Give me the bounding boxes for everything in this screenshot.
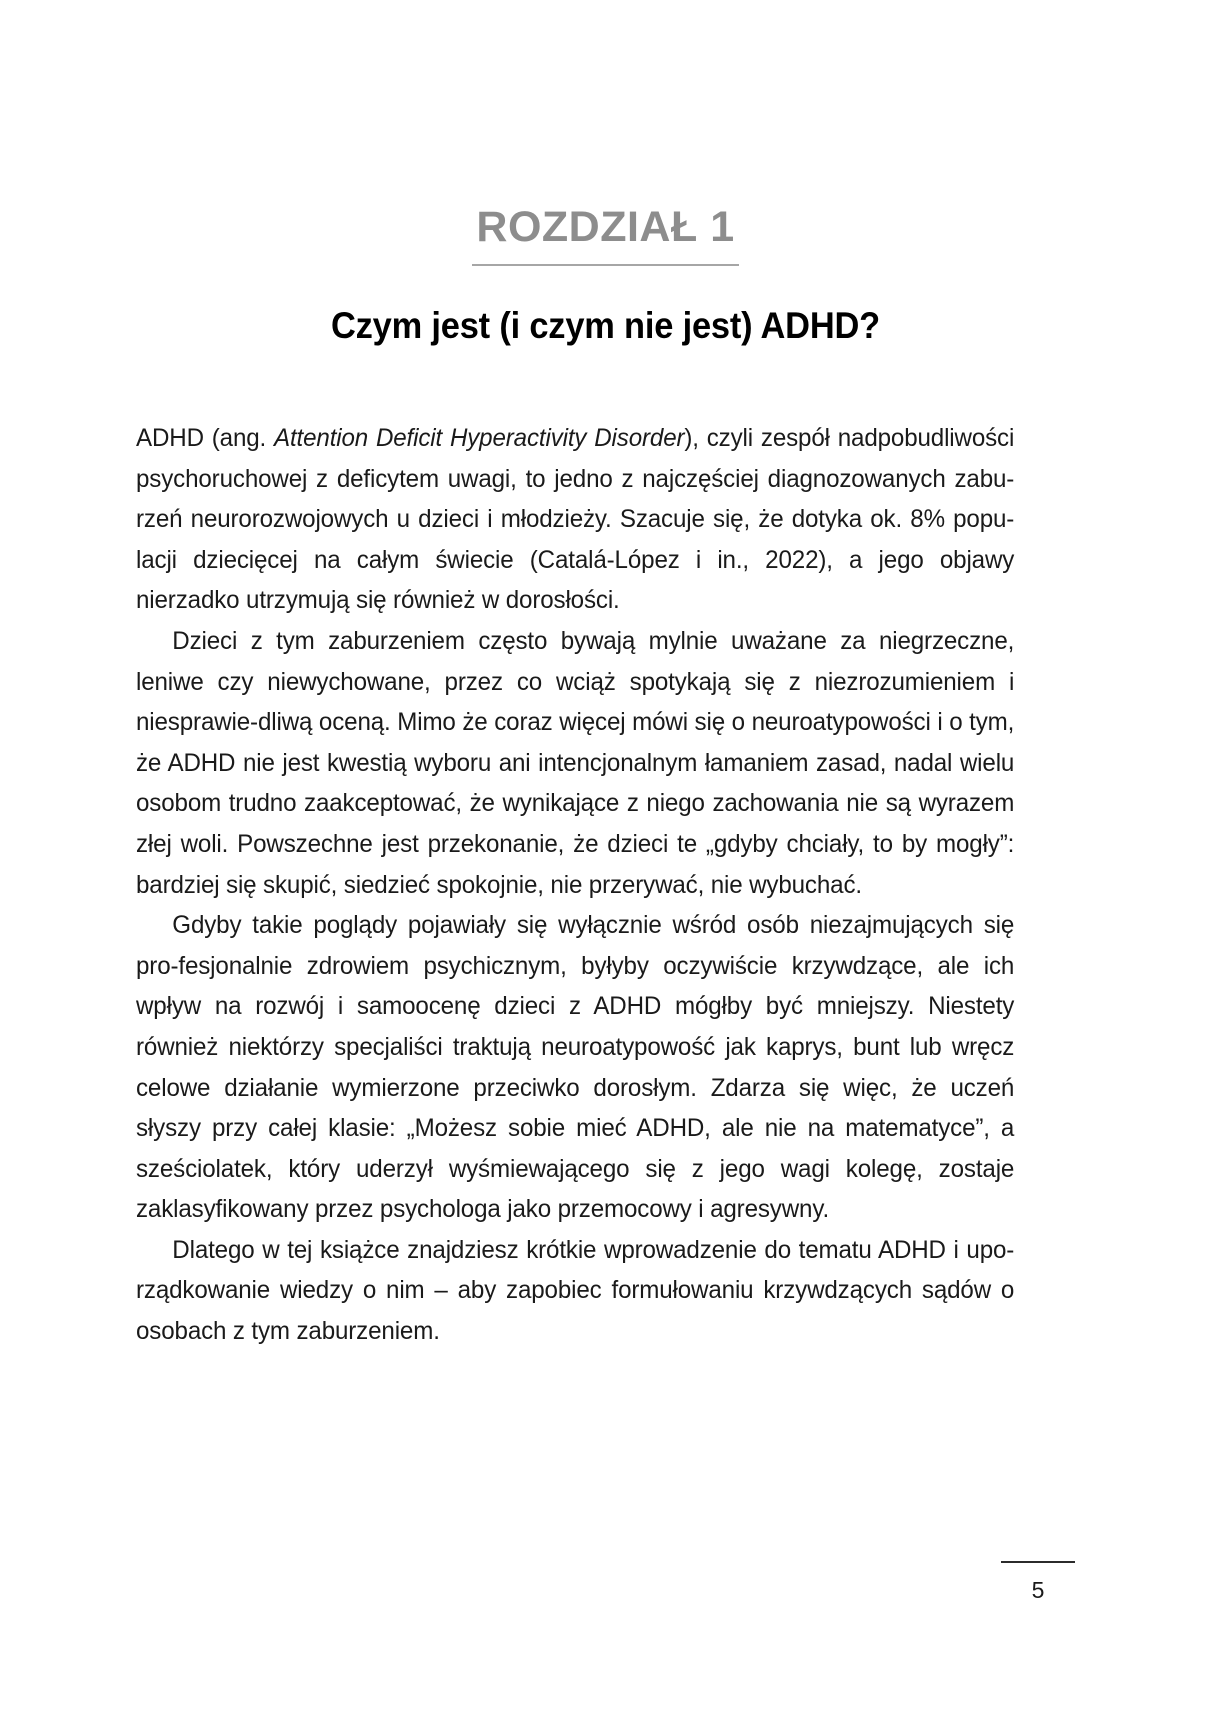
paragraph-3: Gdyby takie poglądy pojawiały się wyłącznie wśród osób niezajmujących się pro-fesjonalnie zdrowiem psychicznym, byłyby oczywiście krzywdzące, ale ich wpływ na rozwój i samoocenę dzieci z ADHD mógłby być mniejszy. Niestety również niektórzy specjaliści traktują neuroatypowość jak kaprys, bunt lub wręcz celowe działanie wymierzone przeciwko dorosłym. Zdarza się więc, że uczeń słyszy przy całej klasie: „Możesz sobie mieć ADHD, ale nie na matematyce”, a sześciolatek, który uderzył wyśmiewającego się z jego wagi kolegę, zostaje zaklasyfikowany przez psychologa jako przemocowy i agresywny.	[136, 911, 1015, 1224]
page-number: 5	[1031, 1577, 1045, 1603]
body-text-column	[136, 418, 1016, 1352]
paragraph-4: Dlatego w tej książce znajdziesz krótkie wprowadzenie do tematu ADHD i upo-rządkowanie wiedzy o nim – aby zapobiec formułowaniu krzywdzących sądów o osobach z tym zaburzeniem.	[136, 1235, 1015, 1346]
chapter-heading-block	[0, 205, 1211, 266]
page-title: Czym jest (i czym nie jest) ADHD?	[330, 305, 881, 346]
english-term-italic: Attention Deficit Hyperactivity Disorder	[273, 424, 685, 452]
paragraph-1-rest: ), czyli zespół nadpobudliwości psychoruchowej z deficytem uwagi, to jedno z najczęściej diagnozowanych zabu-rzeń neurorozwojowych u dzieci i młodzieży. Szacuje się, że dotyka ok. 8% popu-lacji dziecięcej na całym świecie (Catalá-López i in., 2022), a jego objawy nierzadko utrzymują się również w dorosłości.	[136, 424, 1015, 615]
paragraph-1-lead: ADHD (ang.	[136, 424, 274, 452]
chapter-label: ROZDZIAŁ 1	[472, 205, 738, 266]
paragraph-2: Dzieci z tym zaburzeniem często bywają mylnie uważane za niegrzeczne, leniwe czy niewychowane, przez co wciąż spotykają się z niezrozumieniem i niesprawie-dliwą oceną. Mimo że coraz więcej mówi się o neuroatypowości i o tym, że ADHD nie jest kwestią wyboru ani intencjonalnym łamaniem zasad, nadal wielu osobom trudno zaakceptować, że wynikające z niego zachowania nie są wyrazem złej woli. Powszechne jest przekonanie, że dzieci te „gdyby chciały, to by mogły”: bardziej się skupić, siedzieć spokojnie, nie przerywać, nie wybuchać.	[136, 626, 1015, 899]
page-footer	[1001, 1561, 1075, 1602]
paragraph-1	[136, 418, 1014, 621]
footer-rule	[1001, 1561, 1075, 1563]
